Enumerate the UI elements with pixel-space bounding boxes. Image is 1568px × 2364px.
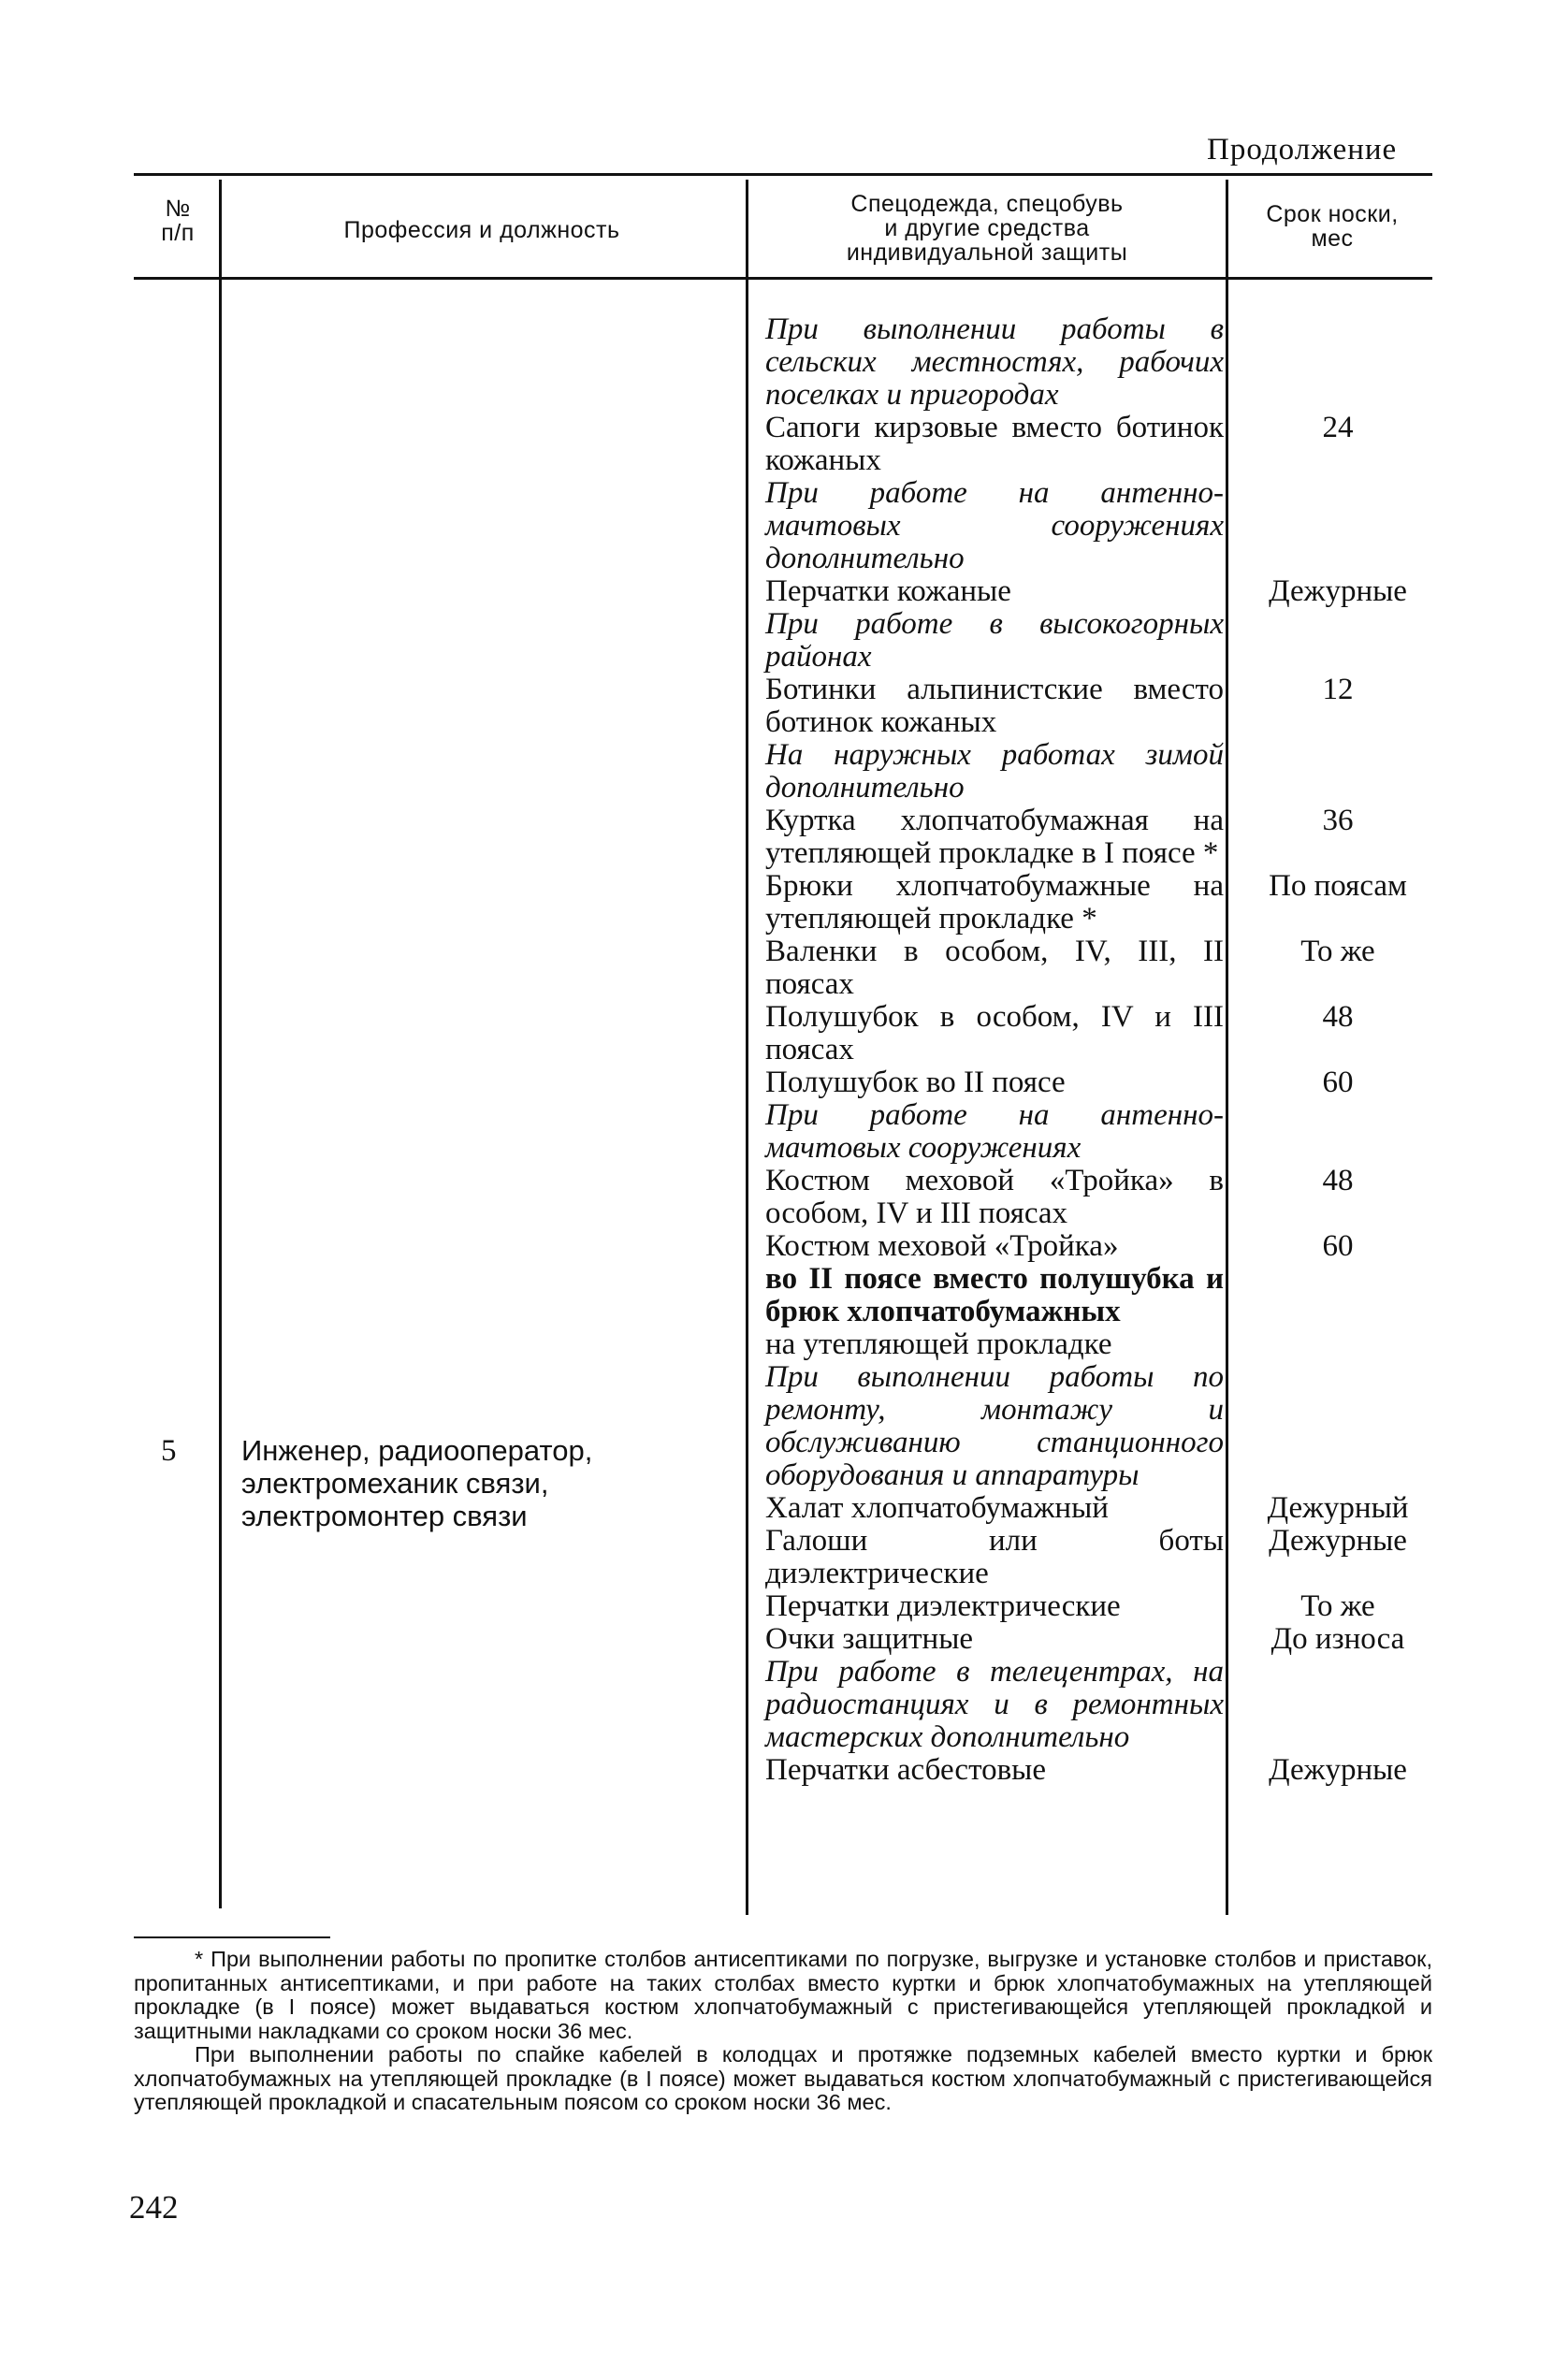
equipment-item: Галоши или боты диэлектрические <box>765 1524 1224 1590</box>
equipment-item: Костюм меховой «Тройка» <box>765 1229 1119 1263</box>
equipment-item: Валенки в особом, IV, III, II поясах <box>765 935 1224 1001</box>
equipment-item: При выполнении работы в сельских местностях, рабочих поселках и пригородах <box>765 312 1224 412</box>
term-value: 48 <box>1322 1000 1354 1034</box>
header-equipment: Спецодежда, спецобувь и другие средства индивидуальной защиты <box>846 191 1128 266</box>
footnotes <box>134 1948 1432 2115</box>
equipment-item: Полушубок в особом, IV и III поясах <box>765 1000 1224 1066</box>
term-value: 60 <box>1322 1229 1354 1263</box>
term-value: То же <box>1300 1589 1375 1623</box>
page-number: 242 <box>129 2189 179 2226</box>
table-header-rule <box>134 277 1432 280</box>
term-value: 60 <box>1322 1066 1354 1099</box>
equipment-item: Куртка хлопчатобумажная на утепляющей прокладке в I поясе * <box>765 804 1224 870</box>
column-divider-2 <box>746 180 748 1915</box>
equipment-item: Халат хлопчатобумажный <box>765 1491 1109 1525</box>
equipment-item: во II поясе вместо полушубка и брюк хлопчатобумажных <box>765 1262 1224 1328</box>
header-num: № п/п <box>161 196 195 246</box>
term-value: 12 <box>1322 673 1354 706</box>
table-top-rule <box>134 173 1432 176</box>
equipment-item: При работе на антенно-мачтовых сооружениях <box>765 1098 1224 1165</box>
column-divider-1 <box>219 180 222 1908</box>
row-profession: Инженер, радиооператор, электромеханик связи, электромонтер связи <box>241 1434 593 1532</box>
term-value: То же <box>1300 935 1375 968</box>
equipment-item: Ботинки альпинистские вместо ботинок кожаных <box>765 673 1224 739</box>
term-value: До износа <box>1270 1622 1405 1656</box>
equipment-item: На наружных работах зимой дополнительно <box>765 738 1224 805</box>
equipment-item: Перчатки кожаные <box>765 574 1011 608</box>
term-value: 36 <box>1322 804 1354 837</box>
column-divider-3 <box>1226 180 1228 1915</box>
term-value: Дежурный <box>1267 1491 1409 1525</box>
equipment-item: При выполнении работы по ремонту, монтажу и обслуживанию станционного оборудования и аппаратуры <box>765 1360 1224 1492</box>
footnote-rule <box>134 1936 330 1938</box>
footnote: При выполнении работы по спайке кабелей в колодцах и протяжке подземных кабелей вместо куртки и брюк хлопчатобумажных на утепляющей прокладке (в I поясе) может выдаваться костюм хлопчатобумажный с пристегивающейся утепляющей прокладкой и спасательным поясом со сроком носки 36 мес. <box>134 2042 1432 2114</box>
row-number: 5 <box>161 1434 177 1468</box>
term-value: Дежурные <box>1269 1524 1407 1558</box>
term-value: 24 <box>1322 411 1354 444</box>
equipment-item: Сапоги кирзовые вместо ботинок кожаных <box>765 411 1224 477</box>
term-value: Дежурные <box>1269 1753 1407 1787</box>
equipment-item: При работе в телецентрах, на радиостанциях и в ремонтных мастерских дополнительно <box>765 1655 1224 1754</box>
equipment-item: При работе на антенно-мачтовых сооружениях дополнительно <box>765 476 1224 575</box>
footnote: * При выполнении работы по пропитке столбов антисептиками по погрузке, выгрузке и установке столбов и приставок, пропитанных антисептиками, и при работе на таких столбах вместо куртки и брюк хлопчатобумажных на утепляющей прокладке (в I поясе) может выдаваться костюм хлопчатобумажный с пристегивающейся утепляющей прокладкой и защитными накладками со сроком носки 36 мес. <box>134 1947 1432 2043</box>
term-value: 48 <box>1322 1164 1354 1197</box>
equipment-item: Полушубок во II поясе <box>765 1066 1066 1099</box>
equipment-item: Перчатки асбестовые <box>765 1753 1046 1787</box>
equipment-item: Очки защитные <box>765 1622 974 1656</box>
term-value: По поясам <box>1269 869 1407 903</box>
equipment-item: Брюки хлопчатобумажные на утепляющей прокладке * <box>765 869 1224 935</box>
equipment-item: на утепляющей прокладке <box>765 1327 1112 1361</box>
header-profession: Профессия и должность <box>343 217 620 243</box>
equipment-item: Перчатки диэлектрические <box>765 1589 1121 1623</box>
continuation-label: Продолжение <box>1207 133 1398 167</box>
term-value: Дежурные <box>1269 574 1407 608</box>
equipment-list <box>765 313 1224 1787</box>
header-term: Срок носки, мес <box>1266 201 1399 252</box>
equipment-item: Костюм меховой «Тройка» в особом, IV и III поясах <box>765 1164 1224 1230</box>
equipment-item: При работе в высокогорных районах <box>765 607 1224 674</box>
